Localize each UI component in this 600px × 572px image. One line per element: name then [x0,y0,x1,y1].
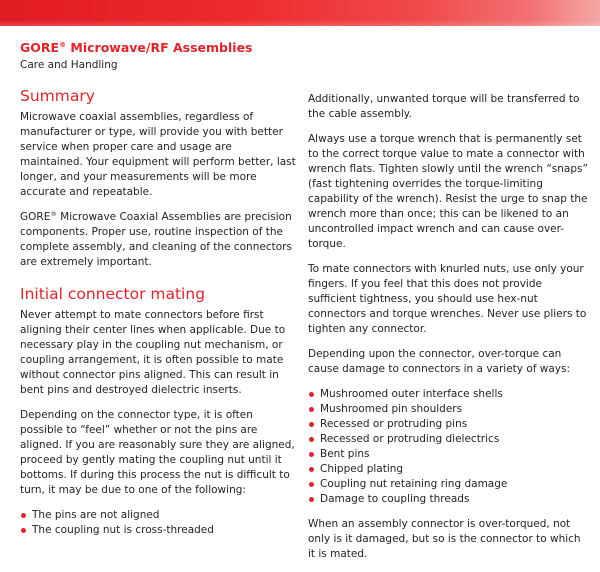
list-item [308,387,590,402]
torque-transfer-paragraph: Additionally, unwanted torque will be transferred to the cable assembly. [308,93,580,120]
nut-difficulty-list [20,508,296,538]
mating-heading: Initial connector mating [20,285,206,303]
list-item [20,523,296,538]
bullet-icon [21,528,26,533]
list-item [308,492,590,507]
list-item-text: Recessed or protruding dielectrics [320,433,500,445]
list-item [308,417,590,432]
torque-wrench-paragraph: Always use a torque wrench that is permanently set to the correct torque value to mate a connector with wrench flats. Tighten slowly until the wrench “snaps” (fast tightening overrides the torque-limiting capability of the wrench). Resist the urge to snap the wrench more than once; this can be likened to an uncontrolled impact wrench and can cause over-torque. [308,133,588,250]
bullet-icon [309,497,314,502]
summary-paragraph-1: Microwave coaxial assemblies, regardless of manufacturer or type, will provide you with better service when proper care and usage are maintained. Your equipment will perform better, last longer, and your measurements will be more accurate and repeatable. [20,111,296,198]
list-item [308,447,590,462]
list-item-text: Mushroomed pin shoulders [320,403,463,415]
bullet-icon [309,437,314,442]
list-item [308,462,590,477]
list-item [20,508,296,523]
mating-paragraph-2: Depending on the connector type, it is often possible to “feel” whether or not the pins are aligned. If you are reasonably sure they are aligned, proceed by gently mating the coupling nut until it bottoms. If during this process the nut is difficult to turn, it may be due to one of the following: [20,409,295,496]
registered-mark: ® [50,210,57,218]
over-torque-damage-list [308,387,590,507]
document-subtitle: Care and Handling [20,59,118,71]
list-item-text: Damage to coupling threads [320,493,470,505]
bullet-icon [309,452,314,457]
bullet-icon [21,513,26,518]
list-item-text: The pins are not aligned [32,509,160,521]
bullet-icon [309,422,314,427]
brand-name: GORE [20,211,51,223]
summary-heading: Summary [20,87,95,105]
list-item [308,432,590,447]
registered-mark: ® [59,41,67,49]
list-item-text: Mushroomed outer interface shells [320,388,503,400]
knurled-nuts-paragraph: To mate connectors with knurled nuts, use only your fingers. If you feel that this does not provide sufficient tightness, you should use hex-nut connectors and torque wrenches. Never use pliers to tighten any connector. [308,263,587,335]
list-item-text: Chipped plating [320,463,404,475]
list-item-text: The coupling nut is cross-threaded [32,524,214,536]
bullet-icon [309,467,314,472]
header-band [0,0,600,26]
left-column [20,86,296,548]
over-torque-intro-paragraph: Depending upon the connector, over-torque can cause damage to connectors in a variety of ways: [308,348,571,375]
list-item-text: Recessed or protruding pins [320,418,468,430]
summary-paragraph-2-text: Microwave Coaxial Assemblies are precision components. Proper use, routine inspection of the complete assembly, and cleaning of the connectors are extremely important. [20,211,292,268]
list-item [308,402,590,417]
mating-paragraph-1: Never attempt to mate connectors before first aligning their center lines when applicable. Due to necessary play in the coupling nut mechanism, or coupling arrangement, it is often possible to mate without connector pins aligned. This can result in bent pins and destroyed dielectric inserts. [20,309,286,396]
bullet-icon [309,482,314,487]
summary-paragraph-2 [20,210,296,270]
list-item-text: Bent pins [320,448,370,460]
right-column [308,92,590,572]
bullet-icon [309,392,314,397]
document-header [20,40,252,72]
title-brand: GORE [20,40,60,55]
over-torque-consequence-paragraph: When an assembly connector is over-torqued, not only is it damaged, but so is the connector to which it is mated. [308,518,581,560]
bullet-icon [309,407,314,412]
list-item [308,477,590,492]
document-title [20,40,252,56]
list-item-text: Coupling nut retaining ring damage [320,478,508,490]
title-rest: Microwave/RF Assemblies [66,40,253,55]
